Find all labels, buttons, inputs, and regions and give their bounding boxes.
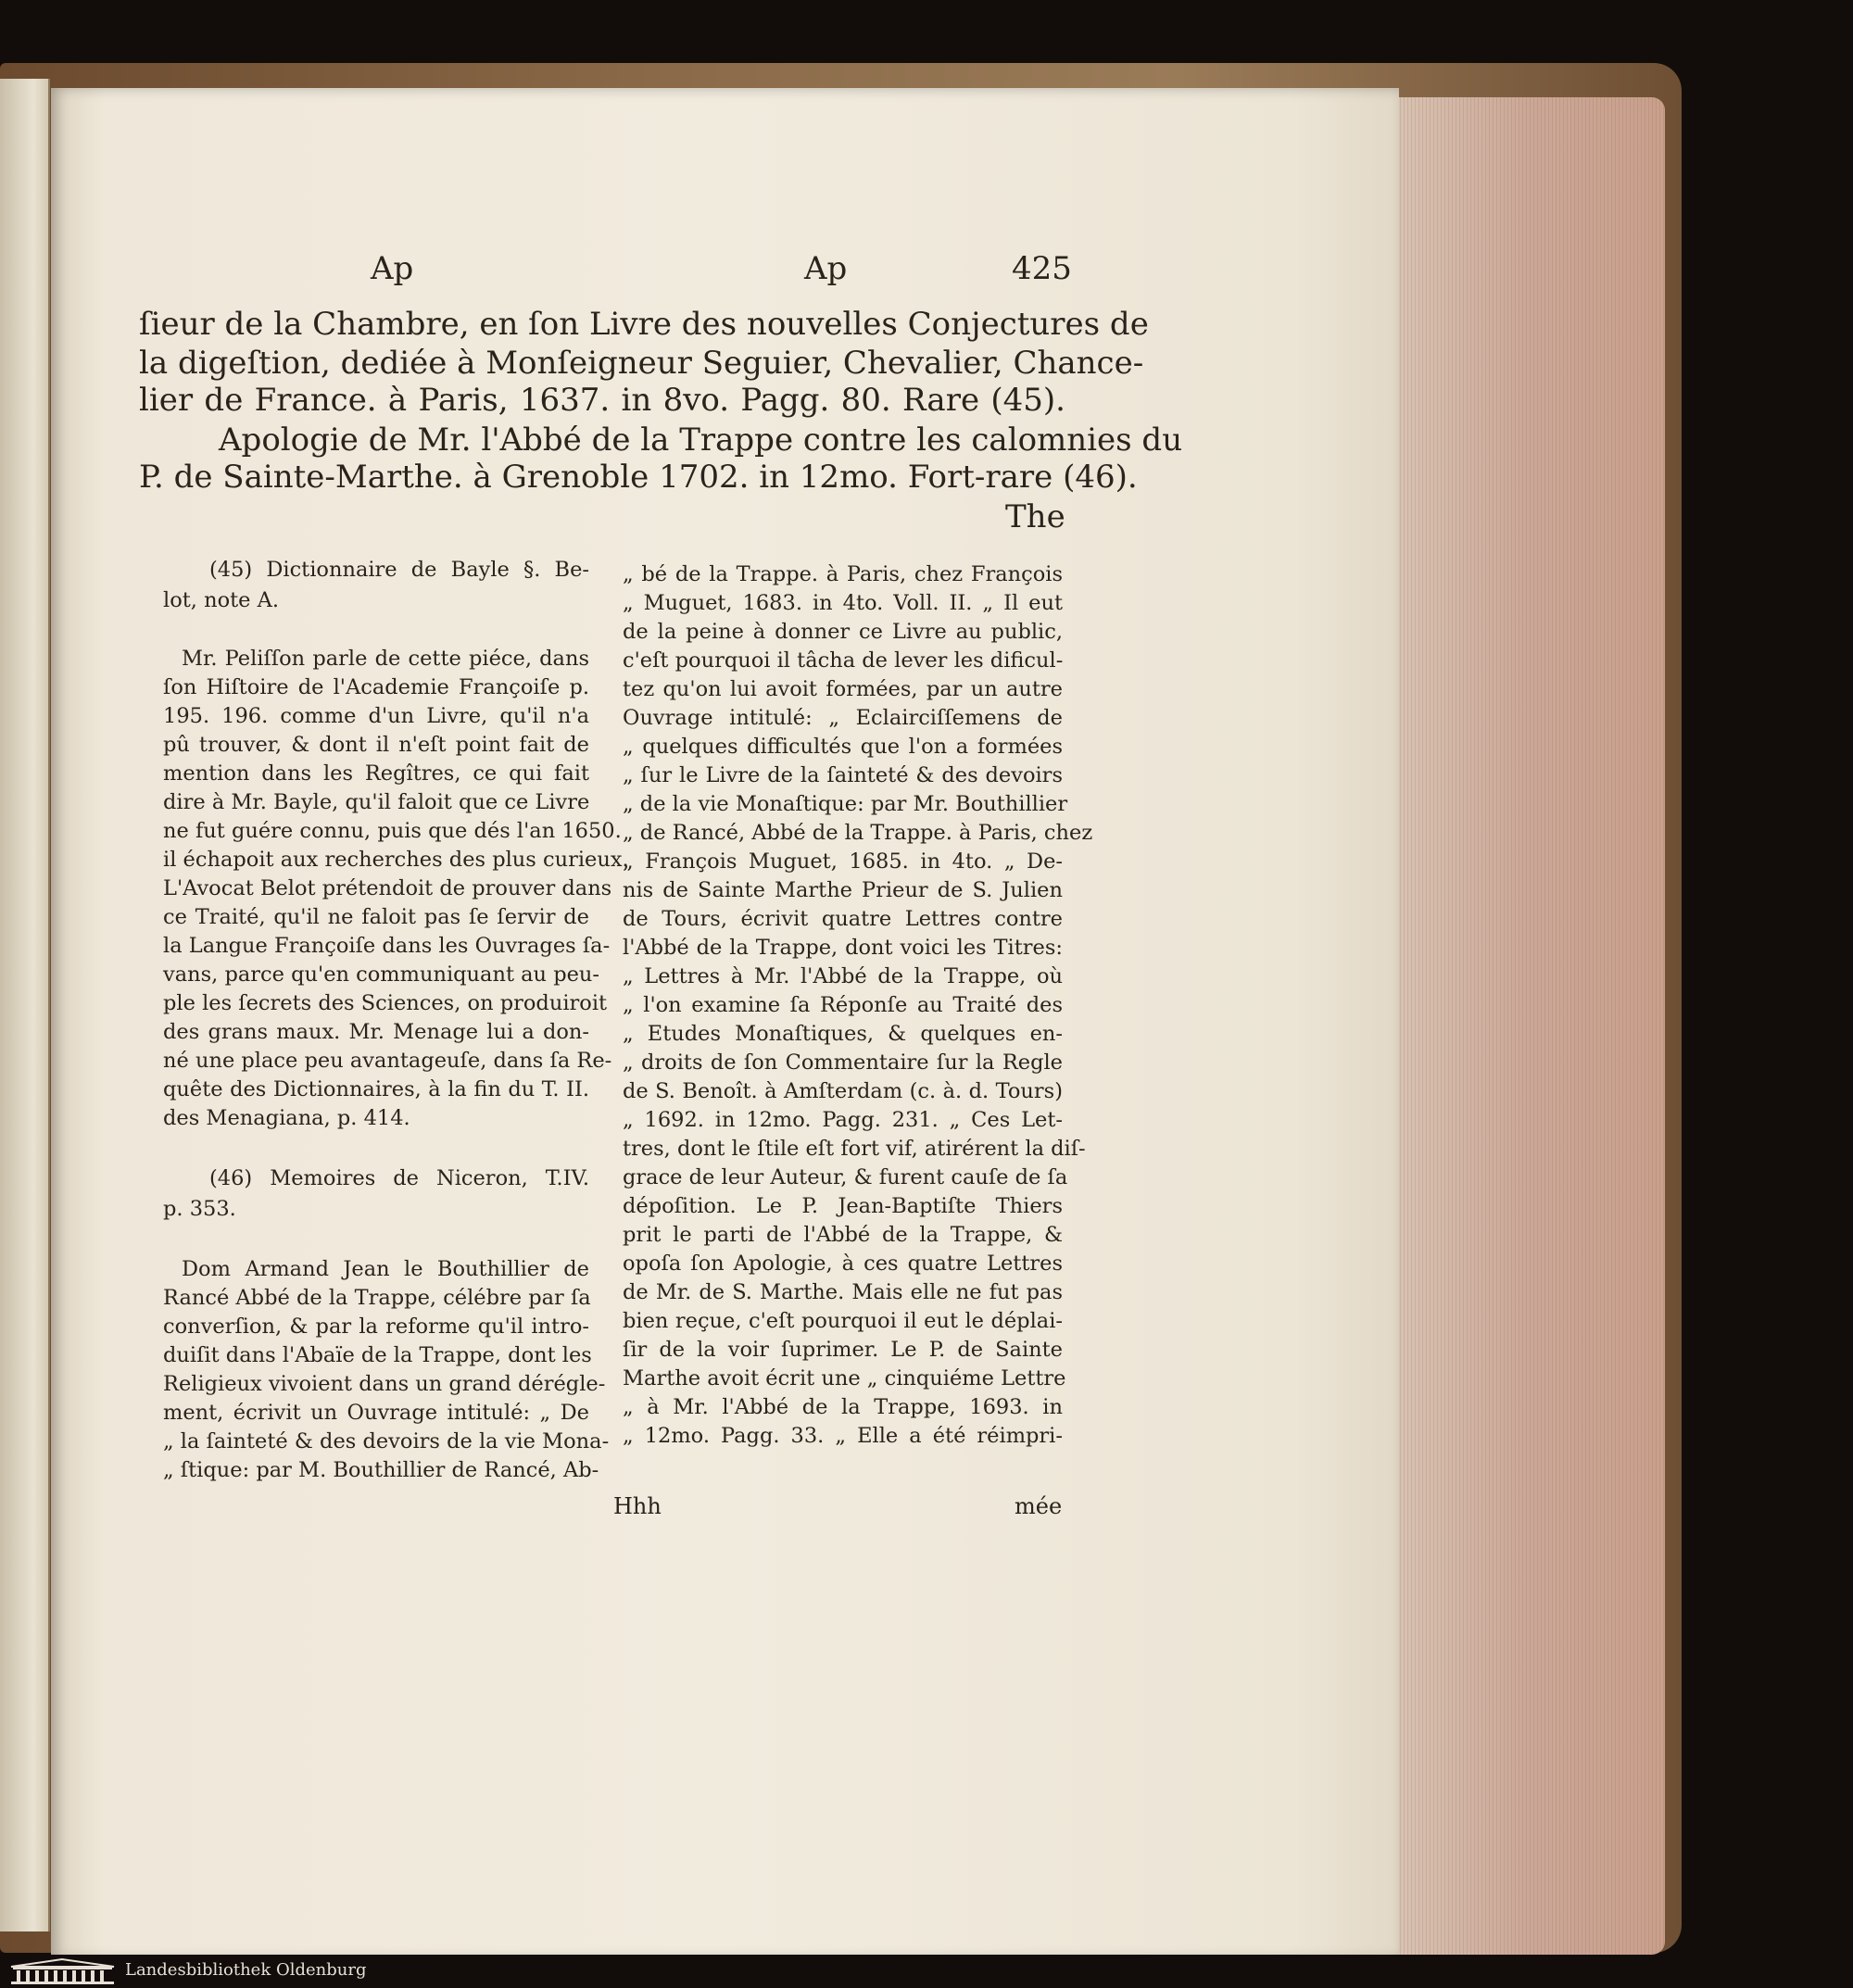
footnote-line: 195. 196. comme d'un Livre, qu'il n'a [163,704,589,728]
footnote-line: ſon Hiſtoire de l'Academie Françoiſe p. [163,675,589,699]
footnote-line: „ l'on examine ſa Réponſe au Traité des [623,993,1063,1017]
footnote-line: dépoſition. Le P. Jean-Baptiſte Thiers [623,1194,1063,1218]
footnote-line: „ ſur le Livre de la ſainteté & des devoirs [623,763,1063,787]
main-text-line: lier de France. à Paris, 1637. in 8vo. Pagg. 80. Rare (45). [139,382,1065,419]
footnote-line: „ 12mo. Pagg. 33. „ Elle a été réimpri- [623,1424,1063,1448]
library-name: Landesbibliothek Oldenburg [125,1960,367,1980]
main-text-line: Apologie de Mr. l'Abbé de la Trappe contre les calomnies du [219,422,1183,459]
footnote-line: ce Traité, qu'il ne faloit pas ſe ſervir de [163,905,589,929]
footnote-line: ment, écrivit un Ouvrage intitulé: „ De [163,1401,589,1425]
signature-mark: Hhh [613,1493,662,1519]
footnote-line: l'Abbé de la Trappe, dont voici les Titres: [623,936,1063,960]
footnote-line: prit le parti de l'Abbé de la Trappe, & [623,1223,1063,1247]
footnote-line: la Langue Françoiſe dans les Ouvrages ſa- [163,934,611,958]
page-number: 425 [1012,250,1072,287]
footnote-line: ple les ſecrets des Sciences, on produiroit [163,991,608,1015]
footnote-line: „ ſtique: par M. Bouthillier de Rancé, Ab- [163,1458,599,1482]
main-text-line: ſieur de la Chambre, en ſon Livre des nouvelles Conjectures de [139,306,1149,343]
footnote-line: des Menagiana, p. 414. [163,1106,410,1130]
footnote-line: (45) Dictionnaire de Bayle §. Be- [209,558,589,582]
footnote-line: il échapoit aux recherches des plus curieux. [163,848,629,872]
running-head-center: Ap [804,250,848,287]
footnote-line: lot, note A. [163,588,280,612]
footnote-line: „ à Mr. l'Abbé de la Trappe, 1693. in [623,1395,1063,1419]
footnote-line: „ droits de ſon Commentaire ſur la Regle [623,1051,1063,1075]
footnote-line: de Mr. de S. Marthe. Mais elle ne fut pas [623,1280,1063,1304]
footnote-line: grace de leur Auteur, & furent cauſe de ſa [623,1165,1068,1189]
footnote-line: ne fut guére connu, puis que dés l'an 1650. [163,819,622,843]
main-text-line: P. de Sainte-Marthe. à Grenoble 1702. in 12mo. Fort-rare (46). [139,459,1138,496]
catchword: mée [1015,1493,1063,1519]
footnote-line: „ Lettres à Mr. l'Abbé de la Trappe, où [623,964,1063,988]
footnote-line: „ de Rancé, Abbé de la Trappe. à Paris, chez [623,821,1093,845]
footnote-line: p. 353. [163,1197,236,1221]
footnote-line: Religieux vivoient dans un grand dérégle- [163,1372,606,1396]
footnote-line: converſion, & par la reforme qu'il intro- [163,1315,589,1339]
footnote-line: c'eſt pourquoi il tâcha de lever les dificul- [623,648,1064,673]
main-text-line: la digeſtion, dediée à Monſeigneur Seguier, Chevalier, Chance- [139,345,1144,382]
footnote-line: pû trouver, & dont il n'eſt point fait de [163,733,589,757]
footnote-line: „ Etudes Monaſtiques, & quelques en- [623,1022,1063,1046]
footnote-line: Mr. Peliſſon parle de cette piéce, dans [182,647,589,671]
footnote-line: „ bé de la Trappe. à Paris, chez François [623,562,1063,586]
footnote-line: vans, parce qu'en communiquant au peu- [163,963,600,987]
catchword-main: The [1005,498,1065,535]
left-page-edge [0,79,50,1931]
footnote-line: „ quelques difficultés que l'on a formées [623,735,1063,759]
footnote-line: ſir de la voir ſuprimer. Le P. de Sainte [623,1338,1063,1362]
footnote-line: tres, dont le ſtile eſt fort vif, atirérent la diſ- [623,1137,1086,1161]
footnote-line: duiſit dans l'Abaïe de la Trappe, dont les [163,1343,592,1367]
footnote-line: quête des Dictionnaires, à la fin du T. II. [163,1077,589,1101]
footnote-line: nis de Sainte Marthe Prieur de S. Julien [623,878,1063,902]
footnote-line: dire à Mr. Bayle, qu'il faloit que ce Livre [163,790,590,814]
footnote-line: „ de la vie Monaſtique: par Mr. Bouthillier [623,792,1068,816]
footnote-line: mention dans les Regîtres, ce qui fait [163,761,589,786]
footnote-line: „ 1692. in 12mo. Pagg. 231. „ Ces Let- [623,1108,1063,1132]
footnote-line: de Tours, écrivit quatre Lettres contre [623,907,1063,931]
footnote-line: des grans maux. Mr. Menage lui a don- [163,1020,589,1044]
footnote-line: „ Muguet, 1683. in 4to. Voll. II. „ Il eut [623,591,1063,615]
footnote-line: de la peine à donner ce Livre au public, [623,620,1063,644]
library-building-icon [9,1957,116,1985]
footnote-line: Marthe avoit écrit une „ cinquiéme Lettre [623,1366,1066,1390]
footnote-line: de S. Benoît. à Amſterdam (c. à. d. Tours) [623,1079,1063,1103]
footnote-line: opoſa ſon Apologie, à ces quatre Lettres [623,1252,1063,1276]
footnote-line: L'Avocat Belot prétendoit de prouver dans [163,876,612,900]
footnote-line: „ la ſainteté & des devoirs de la vie Mona- [163,1429,610,1453]
footnote-line: tez qu'on lui avoit formées, par un autre [623,677,1063,701]
footnote-line: né une place peu avantageuſe, dans ſa Re- [163,1049,612,1073]
footnote-line: bien reçue, c'eſt pourquoi il eut le déplai- [623,1309,1063,1333]
footnote-line: „ François Muguet, 1685. in 4to. „ De- [623,849,1063,874]
footnote-line: Dom Armand Jean le Bouthillier de [182,1257,589,1281]
footnote-line: Rancé Abbé de la Trappe, célébre par ſa [163,1286,591,1310]
running-head-left: Ap [371,250,414,287]
footnote-line: (46) Memoires de Niceron, T.IV. [209,1166,589,1190]
footnote-line: Ouvrage intitulé: „ Eclairciſſemens de [623,706,1063,730]
page-fore-edge [1394,97,1665,1955]
